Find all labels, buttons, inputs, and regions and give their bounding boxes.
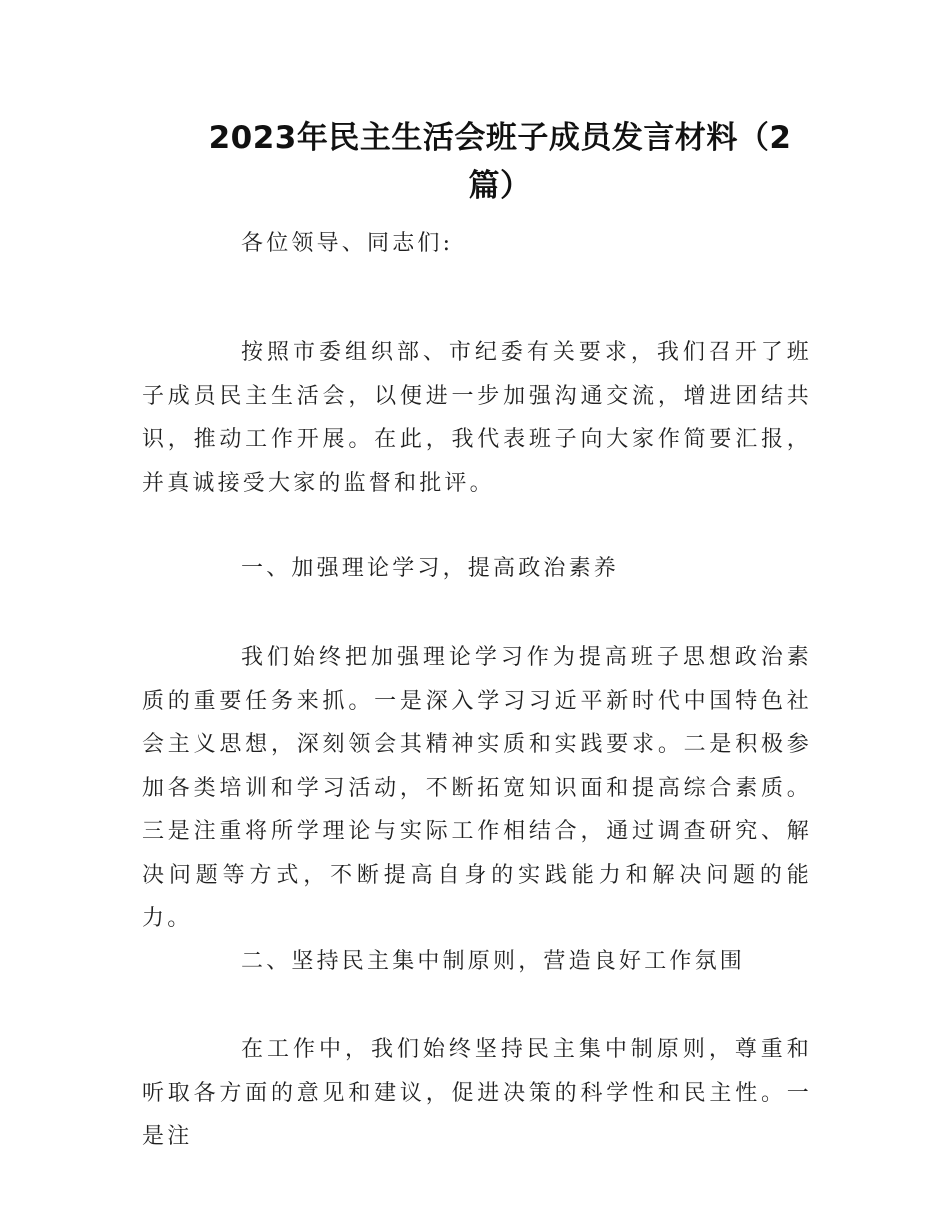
document-title: 2023年民主生活会班子成员发言材料（2篇） bbox=[208, 120, 792, 204]
section-2-paragraph: 在工作中，我们始终坚持民主集中制原则，尊重和听取各方面的意见和建议，促进决策的科学性和民主性。一是注 bbox=[142, 1037, 812, 1149]
greeting-paragraph: 各位领导、同志们: bbox=[241, 231, 454, 256]
section-heading-1: 一、加强理论学习，提高政治素养 bbox=[241, 556, 620, 581]
intro-paragraph: 按照市委组织部、市纪委有关要求，我们召开了班子成员民主生活会，以便进一步加强沟通交流，增进团结共识，推动工作开展。在此，我代表班子向大家作简要汇报，并真诚接受大家的监督和批评。 bbox=[142, 340, 812, 496]
section-1-paragraph: 我们始终把加强理论学习作为提高班子思想政治素质的重要任务来抓。一是深入学习习近平新时代中国特色社会主义思想，深刻领会其精神实质和实践要求。二是积极参加各类培训和学习活动，不断拓宽知识面和提高综合素质。三是注重将所学理论与实际工作相结合，通过调查研究、解决问题等方式，不断提高自身的实践能力和解决问题的能力。 bbox=[142, 645, 812, 931]
section-heading-2: 二、坚持民主集中制原则，营造良好工作氛围 bbox=[241, 949, 746, 974]
